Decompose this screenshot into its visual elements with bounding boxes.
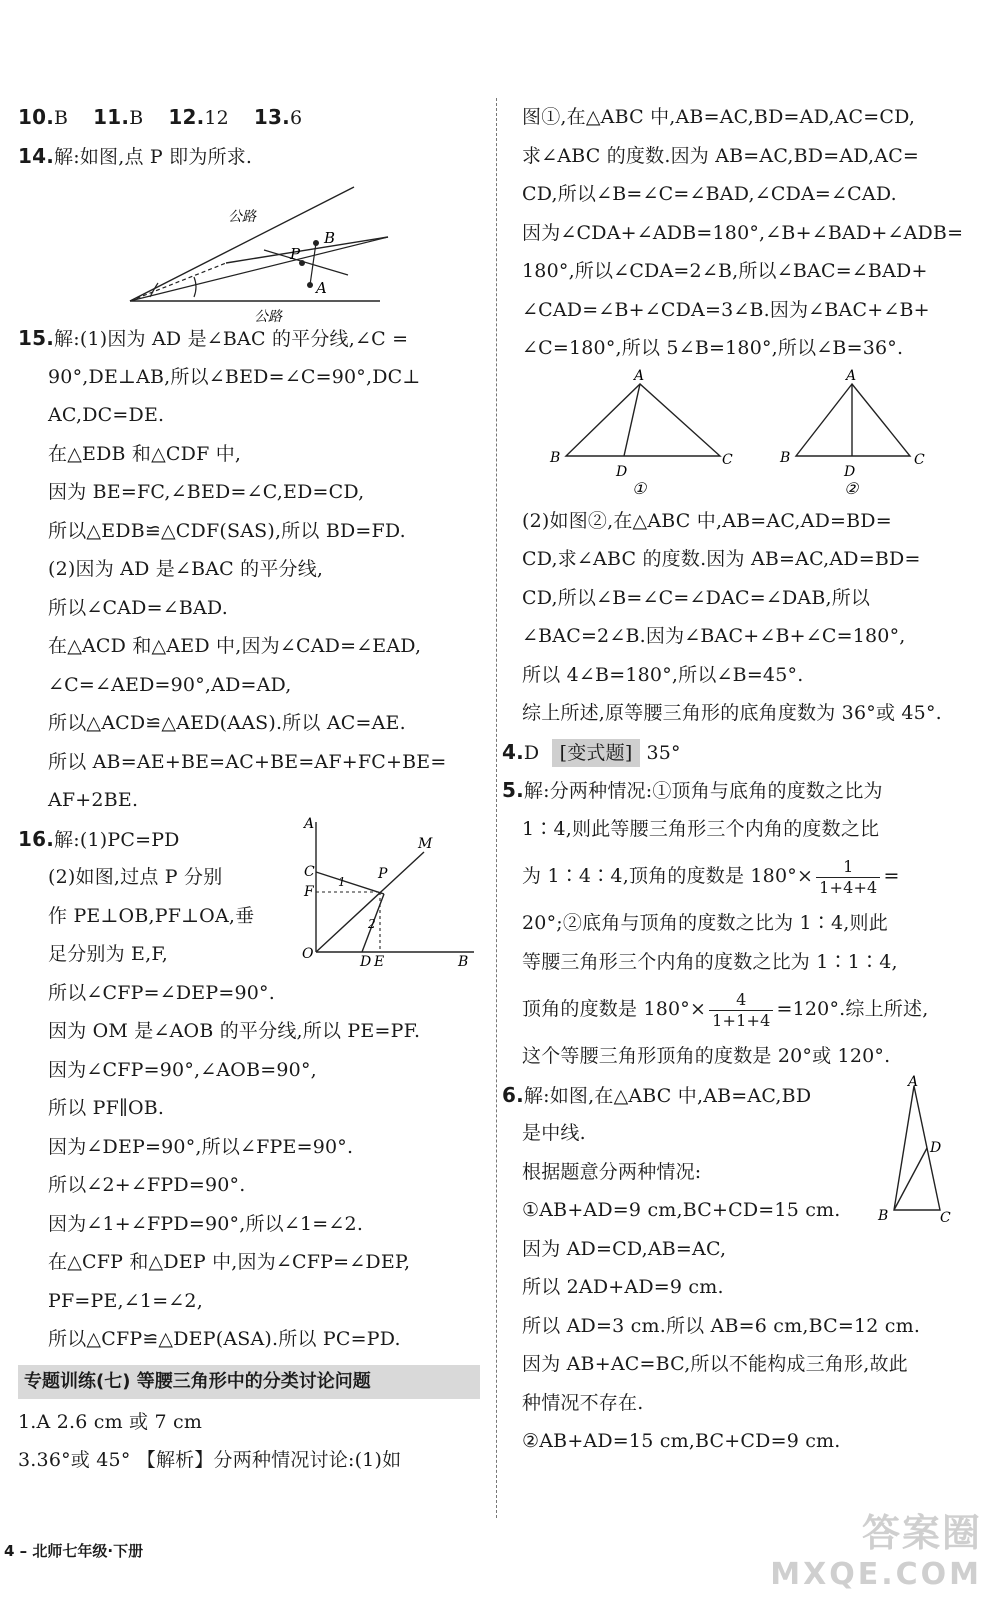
variant-tag: [变式题] [552,739,641,767]
figure-caption-1: ① [632,478,647,498]
q16-line: 因为∠DEP=90°,所以∠FPE=90°. [48,1135,354,1158]
q15-line: ∠C=∠AED=90°,AD=AD, [48,673,292,696]
q6-line: 6.解:如图,在△ABC 中,AB=AC,BD [502,1082,812,1107]
fraction-2: $\frac{4}{1+1+4}$ [709,990,773,1031]
figure-caption-2: ② [844,478,859,498]
q15-line: 所以 AB=AE+BE=AC+BE=AF+FC+BE= [48,750,447,773]
q6-line: 因为 AD=CD,AB=AC, [522,1237,727,1260]
q16-side: 作 PE⊥OB,PF⊥OA,垂 [48,904,255,927]
q3-line: 求∠ABC 的度数.因为 AB=AC,BD=AD,AC= [522,144,920,167]
label-D1: D [616,463,628,480]
label-E: E [374,953,385,970]
q3-line: ∠C=180°,所以 5∠B=180°,所以∠B=36°. [522,337,904,359]
q6-line: 因为 AB+AC=BC,所以不能构成三角形,故此 [522,1353,908,1375]
label-D: D [360,953,372,970]
label-A2: A [846,367,857,384]
label-A: A [908,1073,919,1090]
q16-line: 所以∠2+∠FPD=90°. [48,1174,246,1196]
figure-16 [298,816,488,970]
road-label-2: 公路 [254,309,282,325]
label-A1: A [634,367,645,384]
q15-line: 所以∠CAD=∠BAD. [48,596,228,619]
left-column [18,98,480,1480]
label-D: D [930,1139,942,1156]
label-B: B [458,953,469,970]
q5-line: 顶角的度数是 180°× $\frac{4}{1+1+4}$ =120°.综上所述, [522,989,929,1030]
q16-line: 所以∠CFP=∠DEP=90°. [48,981,275,1004]
angle-1: 1 [338,874,346,889]
q15-line: 在△ACD 和△AED 中,因为∠CAD=∠EAD, [48,635,422,657]
column-divider [496,98,497,1518]
q6-line: 所以 AD=3 cm.所以 AB=6 cm,BC=12 cm. [522,1314,921,1337]
q16-line: 所以△CFP≌△DEP(ASA).所以 PC=PD. [48,1328,401,1350]
q16-line: 因为∠1+∠FPD=90°,所以∠1=∠2. [48,1212,364,1235]
q15-line: 所以△EDB≌△CDF(SAS),所以 BD=FD. [48,519,406,542]
label-C: C [940,1209,951,1226]
label-O: O [302,945,314,962]
q3-line: ∠BAC=2∠B.因为∠BAC+∠B+∠C=180°, [522,625,906,647]
q3-line: CD,求∠ABC 的度数.因为 AB=AC,AD=BD= [522,548,921,570]
q5-line: 等腰三角形三个内角的度数之比为 1∶1∶4, [522,950,898,973]
q5-line: 1∶4,则此等腰三角形三个内角的度数之比 [522,817,880,840]
section-answer-3: 3.36°或 45° 【解析】分两种情况讨论:(1)如 [18,1449,402,1471]
fraction-1: $\frac{1}{1+4+4}$ [816,857,880,898]
q6-line: 所以 2AD+AD=9 cm. [522,1276,724,1298]
label-B1: B [550,449,561,466]
label-C: C [304,863,315,880]
section-header: 专题训练(七) 等腰三角形中的分类讨论问题 [18,1365,480,1399]
q16-line: PF=PE,∠1=∠2, [48,1289,203,1312]
q15-line: AC,DC=DE. [48,404,165,426]
q3-line: 因为∠CDA+∠ADB=180°,∠B+∠BAD+∠ADB= [522,221,964,244]
q6-line: 是中线. [522,1122,586,1144]
q3-line: 综上所述,原等腰三角形的底角度数为 36°或 45°. [522,702,942,724]
q6-line: ①AB+AD=9 cm,BC+CD=15 cm. [522,1199,841,1221]
q16-line: 在△CFP 和△DEP 中,因为∠CFP=∠DEP, [48,1251,411,1273]
section-answers-1-2: 1.A 2.6 cm 或 7 cm [18,1410,203,1433]
label-P: P [290,245,301,263]
q16-side: (2)如图,过点 P 分别 [48,866,223,888]
q15-line: AF+2BE. [48,789,139,811]
q6-block [502,1073,978,1230]
right-column [502,98,978,1461]
road-label-1: 公路 [228,209,256,225]
q16-side: 足分别为 E,F, [48,943,169,965]
angle-2: 2 [368,916,376,931]
figure-3 [522,368,978,498]
label-C2: C [914,451,925,468]
label-P: P [378,865,388,882]
q5-line: 为 1∶4∶4,顶角的度数是 180°× $\frac{1}{1+4+4}$ = [522,856,900,897]
q5-line: 5.解:分两种情况:①顶角与底角的度数之比为 [502,778,883,802]
label-C1: C [722,451,733,468]
figure-14 [18,175,480,325]
q16-line: 因为∠CFP=90°,∠AOB=90°, [48,1058,317,1081]
q15-line: 因为 BE=FC,∠BED=∠C,ED=CD, [48,481,365,503]
label-B2: B [780,449,791,466]
answers-10-13: 10.B 11.B 12.12 13.6 [18,105,303,129]
q4-line: 4.D [变式题] 35° [502,733,978,772]
q3-line: (2)如图②,在△ABC 中,AB=AC,AD=BD= [522,509,892,532]
q16-line: 所以 PF∥OB. [48,1097,165,1119]
label-F: F [304,883,314,900]
q15-line: 在△EDB 和△CDF 中, [48,442,242,465]
q3-line: ∠CAD=∠B+∠CDA=3∠B.因为∠BAC+∠B+ [522,298,930,321]
q15-line: (2)因为 AD 是∠BAC 的平分线, [48,558,324,580]
label-B: B [878,1207,889,1224]
watermark: 答案圈 MXQE.COM [770,1511,982,1592]
figure-6 [874,1073,954,1226]
q6-line: 种情况不存在. [522,1391,644,1414]
q15-line: 所以△ACD≌△AED(AAS).所以 AC=AE. [48,712,406,734]
q3-line: 180°,所以∠CDA=2∠B,所以∠BAC=∠BAD+ [522,260,928,282]
q3-line: 图①,在△ABC 中,AB=AC,BD=AD,AC=CD, [522,106,916,128]
label-B: B [324,229,336,247]
q3-line: CD,所以∠B=∠C=∠DAC=∠DAB,所以 [522,586,871,609]
label-A: A [316,279,327,297]
q5-line: 这个等腰三角形顶角的度数是 20°或 120°. [522,1045,891,1067]
q15-line: 15.解:(1)因为 AD 是∠BAC 的平分线,∠C = [18,326,409,350]
q5-line: 20°;②底角与顶角的度数之比为 1∶4,则此 [522,912,888,934]
q3-line: 所以 4∠B=180°,所以∠B=45°. [522,663,804,686]
q14-text: 14.解:如图,点 P 即为所求. [18,143,253,168]
q3-line: CD,所以∠B=∠C=∠BAD,∠CDA=∠CAD. [522,183,897,205]
label-M: M [418,835,433,852]
q16-line: 16.解:(1)PC=PD [18,826,180,851]
page-footer: 4 – 北师七年级·下册 [4,1542,144,1560]
q16-line: 因为 OM 是∠AOB 的平分线,所以 PE=PF. [48,1020,421,1042]
q15-line: 90°,DE⊥AB,所以∠BED=∠C=90°,DC⊥ [48,365,421,388]
q16-block [18,815,480,974]
q6-line: ②AB+AD=15 cm,BC+CD=9 cm. [522,1430,841,1452]
q6-line: 根据题意分两种情况: [522,1160,702,1183]
label-A: A [304,815,315,832]
label-D2: D [844,463,856,480]
